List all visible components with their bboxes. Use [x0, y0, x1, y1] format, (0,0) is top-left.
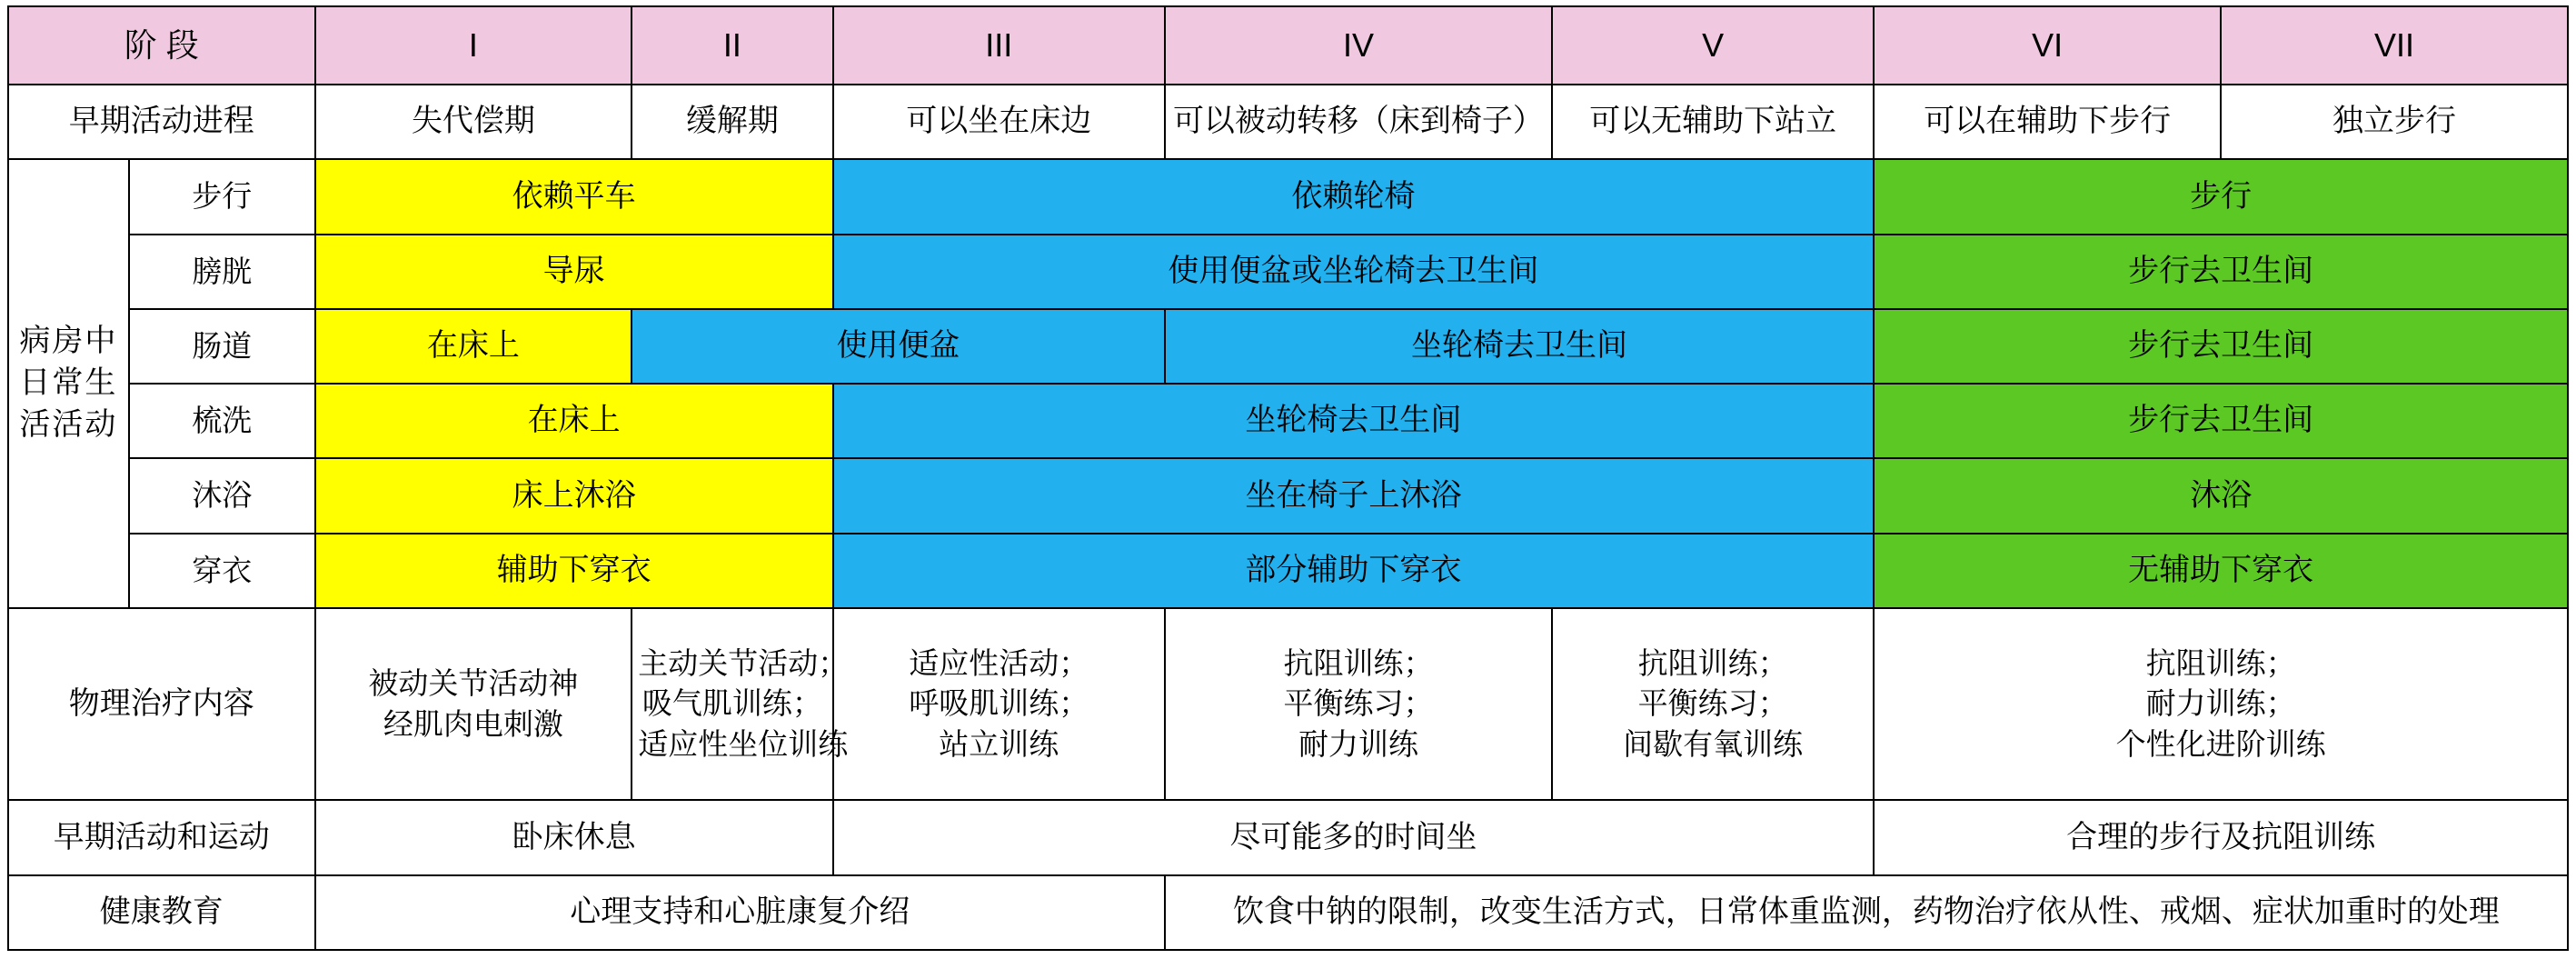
education-cell-2: 饮食中钠的限制，改变生活方式，日常体重监测，药物治疗依从性、戒烟、症状加重时的处理 — [1165, 875, 2568, 950]
header-stage-6: VI — [1874, 6, 2221, 85]
physio-cell-4-line-2: 平衡练习； — [1283, 686, 1434, 721]
header-stage-1: I — [315, 6, 632, 85]
physio-cell-6-line-2: 耐力训练； — [2145, 686, 2296, 721]
physio-cell-3-line-2: 呼吸肌训练； — [909, 686, 1089, 721]
row-adl-walking — [8, 159, 2568, 234]
adl-label-bladder: 膀胱 — [129, 235, 315, 309]
physio-cell-1 — [315, 608, 632, 800]
header-stage-label: 阶段 — [8, 6, 315, 85]
adl-dressing-seg-1: 辅助下穿衣 — [315, 534, 833, 608]
physio-cell-3-line-1: 适应性活动； — [909, 645, 1089, 680]
early-activity-cell-3: 合理的步行及抗阻训练 — [1874, 800, 2568, 874]
row-adl-bathing — [8, 458, 2568, 533]
physio-cell-1-line-1: 被动关节活动神 — [368, 666, 579, 701]
physio-cell-5 — [1552, 608, 1874, 800]
adl-bathing-seg-1: 床上沐浴 — [315, 458, 833, 533]
row-early-progress — [8, 85, 2568, 159]
adl-grooming-seg-2: 坐轮椅去卫生间 — [833, 384, 1875, 458]
adl-walking-seg-3: 步行 — [1874, 159, 2568, 234]
early-progress-cell-7: 独立步行 — [2221, 85, 2568, 159]
early-progress-cell-1: 失代偿期 — [315, 85, 632, 159]
physio-cell-6-line-3: 个性化进阶训练 — [2115, 726, 2326, 761]
header-stage-7: VII — [2221, 6, 2568, 85]
physio-cell-6 — [1874, 608, 2568, 800]
adl-bladder-seg-2: 使用便盆或坐轮椅去卫生间 — [833, 235, 1875, 309]
adl-bladder-seg-1: 导尿 — [315, 235, 833, 309]
adl-grooming-seg-3: 步行去卫生间 — [1874, 384, 2568, 458]
physio-cell-2-line-3: 适应性坐位训练 — [638, 726, 849, 761]
row-adl-bowel — [8, 309, 2568, 384]
early-progress-cell-5: 可以无辅助下站立 — [1552, 85, 1874, 159]
header-stage-2: II — [632, 6, 832, 85]
adl-label-dressing: 穿衣 — [129, 534, 315, 608]
adl-grooming-seg-1: 在床上 — [315, 384, 833, 458]
physio-cell-4-line-3: 耐力训练 — [1298, 726, 1418, 761]
physio-cell-5-line-1: 抗阻训练； — [1637, 645, 1788, 680]
physio-cell-4 — [1165, 608, 1552, 800]
physio-cell-1-line-2: 经肌肉电刺激 — [383, 706, 563, 741]
adl-dressing-seg-2: 部分辅助下穿衣 — [833, 534, 1875, 608]
row-physio — [8, 608, 2568, 800]
physio-cell-2 — [632, 608, 849, 800]
early-progress-cell-6: 可以在辅助下步行 — [1874, 85, 2221, 159]
adl-label-walking: 步行 — [129, 159, 315, 234]
adl-label-bathing: 沐浴 — [129, 458, 315, 533]
adl-label-bowel: 肠道 — [129, 309, 315, 384]
early-progress-cell-4: 可以被动转移（床到椅子） — [1165, 85, 1552, 159]
early-activity-cell-2: 尽可能多的时间坐 — [833, 800, 1875, 874]
early-activity-cell-1: 卧床休息 — [315, 800, 833, 874]
adl-walking-seg-2: 依赖轮椅 — [833, 159, 1875, 234]
row-label-physio: 物理治疗内容 — [8, 608, 315, 800]
adl-bathing-seg-3: 沐浴 — [1874, 458, 2568, 533]
row-early-activity — [8, 800, 2568, 874]
row-label-early-activity: 早期活动和运动 — [8, 800, 315, 874]
physio-cell-3 — [833, 608, 1165, 800]
table-header-row — [8, 6, 2568, 85]
physio-cell-5-line-3: 间歇有氧训练 — [1623, 726, 1804, 761]
adl-bowel-seg-3: 坐轮椅去卫生间 — [1165, 309, 1874, 384]
adl-bowel-seg-2: 使用便盆 — [632, 309, 1165, 384]
adl-bathing-seg-2: 坐在椅子上沐浴 — [833, 458, 1875, 533]
adl-walking-seg-1: 依赖平车 — [315, 159, 833, 234]
adl-bladder-seg-3: 步行去卫生间 — [1874, 235, 2568, 309]
early-progress-cell-2: 缓解期 — [632, 85, 832, 159]
cardiac-rehab-stage-table — [7, 5, 2569, 951]
row-adl-bladder — [8, 235, 2568, 309]
physio-cell-5-line-2: 平衡练习； — [1637, 686, 1788, 721]
adl-group-label: 病房中日常生活活动 — [8, 159, 129, 608]
physio-cell-6-line-1: 抗阻训练； — [2145, 645, 2296, 680]
header-stage-5: V — [1552, 6, 1874, 85]
adl-label-grooming: 梳洗 — [129, 384, 315, 458]
row-label-early-progress: 早期活动进程 — [8, 85, 315, 159]
row-label-education: 健康教育 — [8, 875, 315, 950]
physio-cell-3-line-3: 站立训练 — [939, 726, 1059, 761]
physio-cell-2-line-2: 吸气肌训练； — [642, 686, 822, 721]
row-adl-grooming — [8, 384, 2568, 458]
adl-bowel-seg-4: 步行去卫生间 — [1874, 309, 2568, 384]
header-stage-4: IV — [1165, 6, 1552, 85]
education-cell-1: 心理支持和心脏康复介绍 — [315, 875, 1165, 950]
early-progress-cell-3: 可以坐在床边 — [833, 85, 1165, 159]
physio-cell-4-line-1: 抗阻训练； — [1283, 645, 1434, 680]
row-adl-dressing — [8, 534, 2568, 608]
header-stage-3: III — [833, 6, 1165, 85]
physio-cell-2-line-1: 主动关节活动； — [638, 645, 849, 680]
row-education — [8, 875, 2568, 950]
adl-dressing-seg-3: 无辅助下穿衣 — [1874, 534, 2568, 608]
adl-bowel-seg-1: 在床上 — [315, 309, 632, 384]
